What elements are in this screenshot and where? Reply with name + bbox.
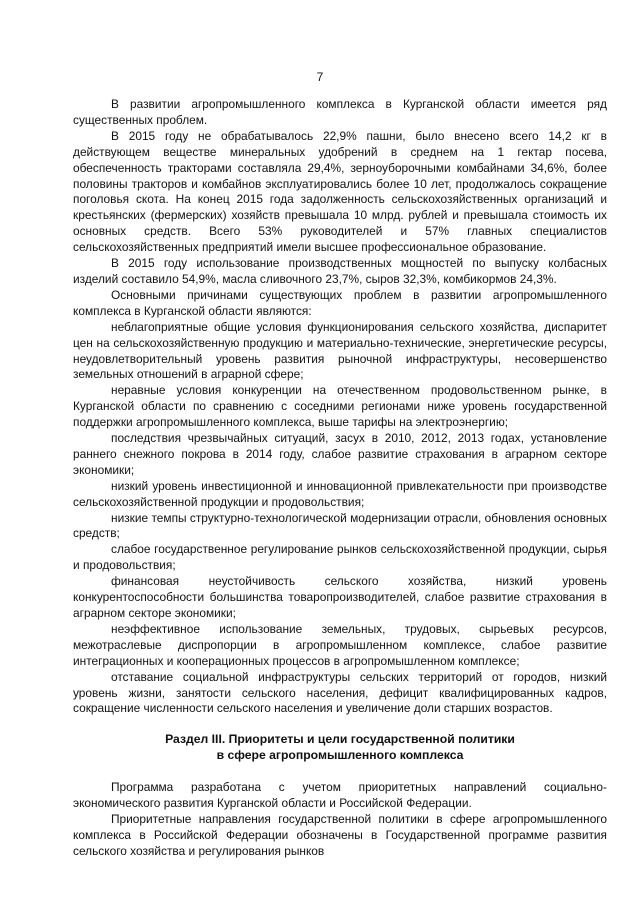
list-item: неблагоприятные общие условия функционирования сельского хозяйства, диспаритет цен на сельскохозяйственную продукцию и материально-технические, энергетические ресурсы, неудовлетворительный уровень развития рыночной инфраструктуры, несовершенство земельных отношений в аграрной сфере; — [73, 319, 607, 382]
section-heading — [73, 732, 607, 763]
paragraph: В 2015 году не обрабатывалось 22,9% пашни, было внесено всего 14,2 кг в действующем веществе минеральных удобрений в среднем на 1 гектар посева, обеспеченность тракторами составляла 29,4%, зерноуборочными комбайнами 34,6%, более половины тракторов и комбайнов эксплуатировались более 10 лет, продолжалось сокращение поголовья скота. На конец 2015 года задолженность сельскохозяйственных организаций и крестьянских (фермерских) хозяйств превышала 10 млрд. рублей и превышала стоимость их основных средств. Всего 53% руководителей и 57% главных специалистов сельскохозяйственных предприятий имели высшее профессиональное образование. — [73, 128, 607, 255]
paragraph: В развитии агропромышленного комплекса в Курганской области имеется ряд существенных проблем. — [73, 97, 607, 127]
list-item: неравные условия конкуренции на отечественном продовольственном рынке, в Курганской области по сравнению с соседними регионами ниже уровень государственной поддержки агропромышленного комплекса, выше тарифы на электроэнергию; — [73, 383, 607, 430]
list-item: отставание социальной инфраструктуры сельских территорий от городов, низкий уровень жизни, занятости сельского населения, дефицит квалифицированных кадров, сокращение численности сельского населения и увеличение доли старших возрастов. — [73, 669, 607, 716]
list-item: последствия чрезвычайных ситуаций, засух в 2010, 2012, 2013 годах, установление раннего снежного покрова в 2014 году, слабое развитие страхования в аграрном секторе экономики; — [73, 431, 607, 477]
list-item: финансовая неустойчивость сельского хозяйства, низкий уровень конкурентоспособности большинства товаропроизводителей, слабое развитие страхования в аграрном секторе экономики; — [73, 574, 607, 620]
list-item: низкий уровень инвестиционной и инновационной привлекательности при производстве сельскохозяйственной продукции и продовольствия; — [73, 478, 607, 509]
list-item: слабое государственное регулирование рынков сельскохозяйственной продукции, сырья и продовольствия; — [73, 542, 607, 573]
list-item: неэффективное использование земельных, трудовых, сырьевых ресурсов, межотраслевые диспропорции в агропромышленном комплексе, слабое развитие интеграционных и кооперационных процессов в агропромышленном комплексе; — [73, 621, 607, 668]
paragraph: Приоритетные направления государственной политики в сфере агропромышленного комплекса в Российской Федерации обозначены в Государственной программе развития сельского хозяйства и регулирования рынков — [73, 812, 607, 858]
paragraph: В 2015 году использование производственных мощностей по выпуску колбасных изделий составило 54,9%, масла сливочного 23,7%, сыров 32,3%, комбикормов 24,3%. — [73, 256, 607, 286]
paragraph: Программа разработана с учетом приоритетных направлений социально-экономического развития Курганской области и Российской Федерации. — [73, 780, 607, 811]
section-heading-line: Раздел III. Приоритеты и цели государственной политики — [165, 732, 515, 747]
list-item: низкие темпы структурно-технологической модернизации отрасли, обновления основных средств; — [73, 510, 607, 541]
paragraph: Основными причинами существующих проблем в развитии агропромышленного комплекса в Курганской области являются: — [73, 287, 607, 318]
page-number: 7 — [316, 70, 324, 84]
section-heading-line: в сфере агропромышленного комплекса — [216, 747, 464, 762]
page-content — [73, 97, 607, 860]
